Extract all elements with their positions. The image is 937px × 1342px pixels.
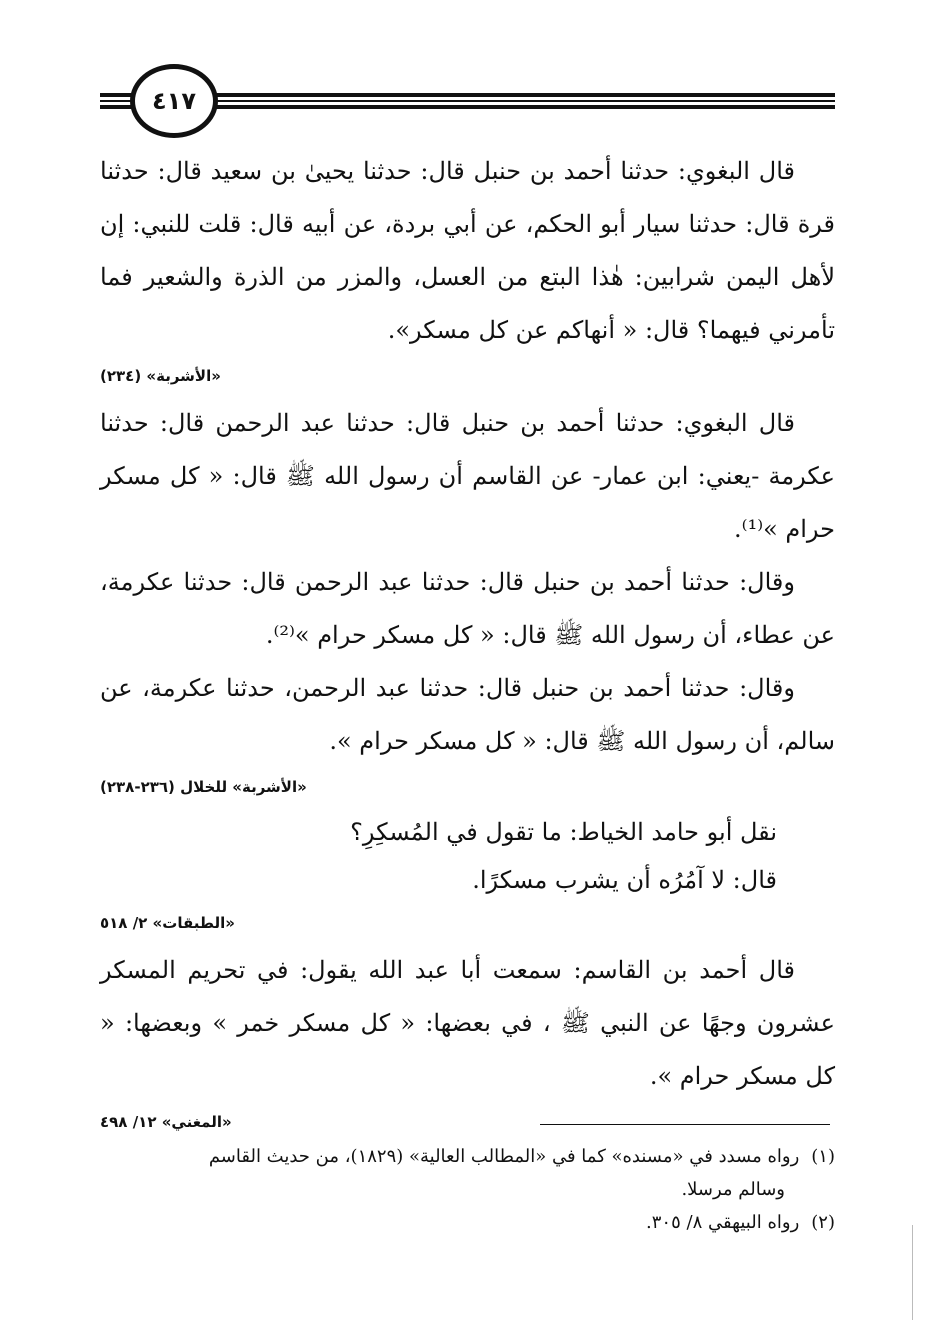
paragraph: قال البغوي: حدثنا أحمد بن حنبل قال: حدثنا يحيىٰ بن سعيد قال: حدثنا قرة قال: حدثنا سيار أبو الحكم، عن أبي بردة، عن أبيه قال: قلت للنبي: إن لأهل اليمن شرابين: هٰذا البتع من العسل، والمزر من الذرة والشعير فما تأمرني فيهما؟ قال: « أنهاكم عن كل مسكر». [100,157,835,344]
footnote [100,1140,835,1173]
footnote-continuation: وسالم مرسلا. [681,1179,785,1200]
footnote-marker: (١) [811,1146,835,1167]
quote-line: قال: لا آمُرُه أن يشرب مسكرًا. [472,866,777,894]
source-reference: «الطبقات» ٢/ ٥١٨ [100,914,235,932]
quote-line: نقل أبو حامد الخياط: ما تقول في المُسكِرِ؟ [350,818,777,846]
source-reference: «المغني» ١٢/ ٤٩٨ [100,1113,232,1131]
paragraph: قال البغوي: حدثنا أحمد بن حنبل قال: حدثنا عبد الرحمن قال: حدثنا عكرمة -يعني: ابن عمار- عن القاسم أن رسول الله ﷺ قال: « كل مسكر حرام »⁽¹⁾. [100,409,835,543]
source-reference: «الأشربة» للخلال (٢٣٦-٢٣٨) [100,778,307,796]
footnote [100,1206,835,1239]
page-number-ring [130,64,218,138]
footnote-text: رواه البيهقي ٨/ ٣٠٥. [646,1212,800,1233]
footnotes [100,1140,835,1239]
paragraph: وقال: حدثنا أحمد بن حنبل قال: حدثنا عبد الرحمن، حدثنا عكرمة، عن سالم، أن رسول الله ﷺ قال: « كل مسكر حرام ». [100,674,835,755]
page-header [100,60,835,140]
main-text [100,145,835,1143]
paragraph: قال أحمد بن القاسم: سمعت أبا عبد الله يقول: في تحريم المسكر عشرون وجهًا عن النبي ﷺ ، في بعضها: « كل مسكر خمر » وبعضها: « كل مسكر حرام ». [100,956,835,1090]
page-number: ٤١٧ [152,87,196,115]
footnote-separator [540,1124,830,1125]
source-reference: «الأشربة» (٢٣٤) [100,367,221,385]
paragraph: وقال: حدثنا أحمد بن حنبل قال: حدثنا عبد الرحمن قال: حدثنا عكرمة، عن عطاء، أن رسول الله ﷺ قال: « كل مسكر حرام »⁽²⁾. [100,568,835,649]
footnote-text: رواه مسدد في «مسنده» كما في «المطالب العالية» (١٨٢٩)، من حديث القاسم [208,1146,800,1167]
margin-mark [912,1225,913,1320]
footnote-marker: (٢) [811,1212,835,1233]
